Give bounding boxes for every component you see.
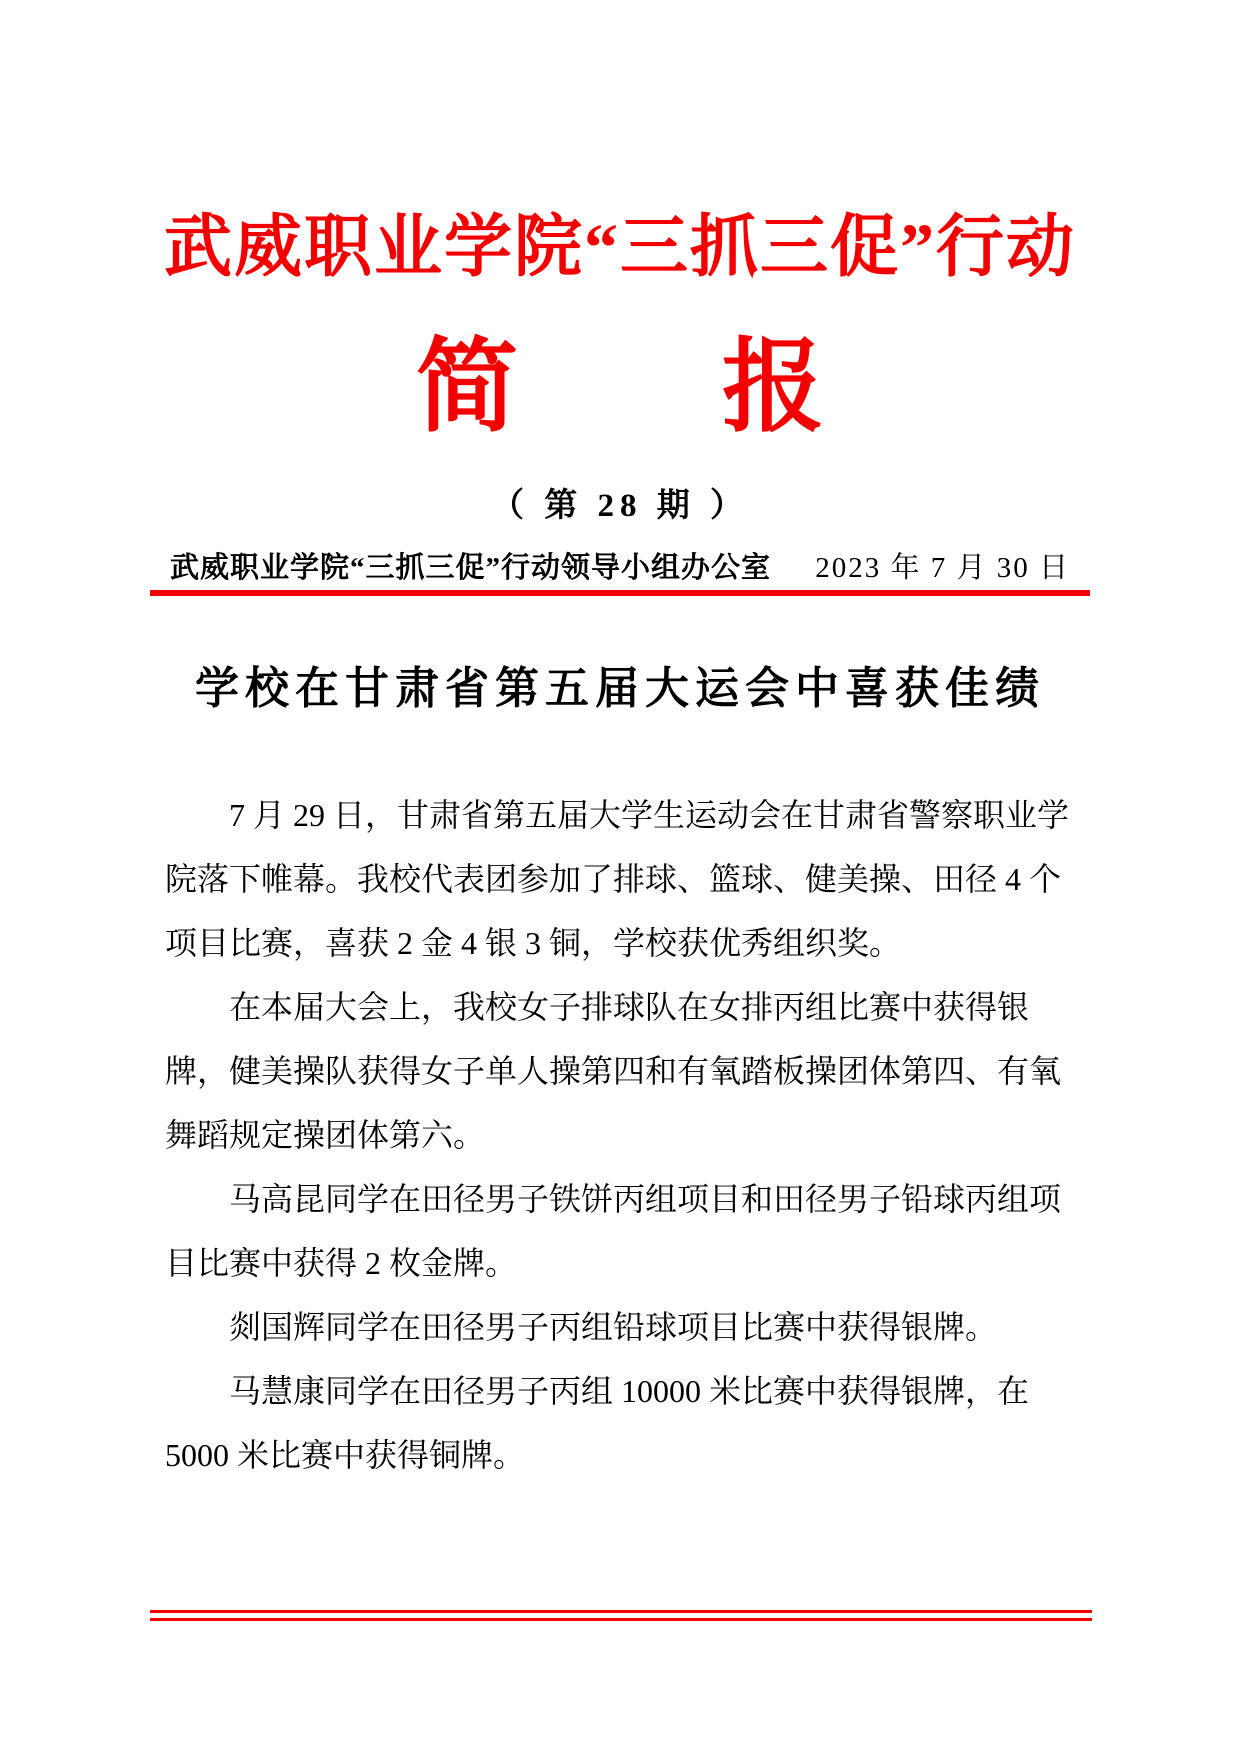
issue-date: 2023 年 7 月 30 日 <box>815 551 1070 584</box>
body-paragraph: 马高昆同学在田径男子铁饼丙组项目和田径男子铅球丙组项目比赛中获得 2 枚金牌。 <box>165 1180 1062 1281</box>
article-body <box>165 783 1075 1487</box>
body-paragraph: 7 月 29 日，甘肃省第五届大学生运动会在甘肃省警察职业学院落下帷幕。我校代表团参加了排球、篮球、健美操、田径 4 个项目比赛，喜获 2 金 4 银 3 铜，学校获优秀组织奖。 <box>165 796 1070 961</box>
body-paragraph: 在本届大会上，我校女子排球队在女排丙组比赛中获得银牌，健美操队获得女子单人操第四和有氧踏板操团体第四、有氧舞蹈规定操团体第六。 <box>165 988 1062 1153</box>
masthead <box>0 207 1240 596</box>
article-title: 学校在甘肃省第五届大运会中喜获佳绩 <box>195 663 1045 713</box>
header-rule <box>150 590 1090 596</box>
body-paragraph: 剡国辉同学在田径男子丙组铅球项目比赛中获得银牌。 <box>229 1308 998 1345</box>
meta-row <box>150 550 1090 588</box>
footer-rule <box>150 1610 1092 1621</box>
article <box>0 660 1240 1487</box>
masthead-title-line1: 武威职业学院“三抓三促”行动 <box>163 209 1076 285</box>
masthead-title-line2: 简 报 <box>416 331 824 445</box>
body-paragraph: 马慧康同学在田径男子丙组 10000 米比赛中获得银牌，在 5000 米比赛中获得铜牌。 <box>165 1372 1030 1473</box>
footer-rule-top <box>150 1610 1092 1613</box>
issue-number: （ 第 28 期 ） <box>491 488 749 525</box>
issuer-name: 武威职业学院“三抓三促”行动领导小组办公室 <box>170 551 772 584</box>
footer-rule-bottom <box>150 1618 1092 1621</box>
